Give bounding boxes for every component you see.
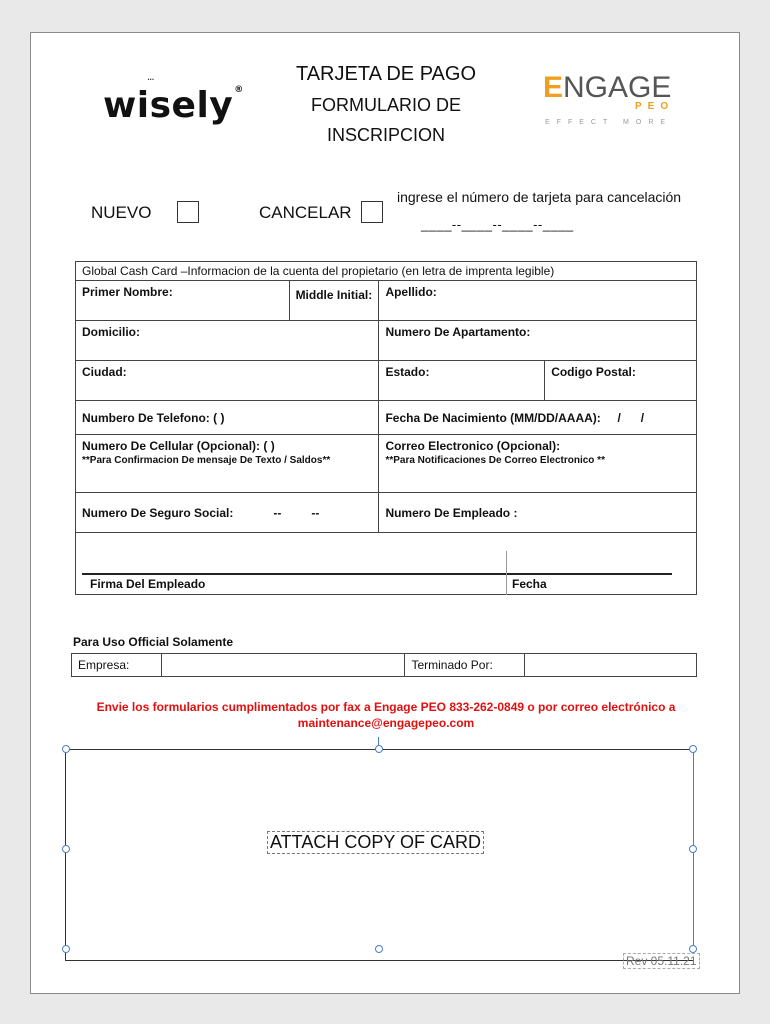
attach-card-label: ATTACH COPY OF CARD [267,831,484,854]
attach-card-box[interactable] [65,749,694,961]
resize-handle-right[interactable] [689,845,697,853]
account-info-table [75,261,697,595]
resize-handle-top-right[interactable] [689,745,697,753]
resize-handle-left[interactable] [62,845,70,853]
form-page [30,32,740,994]
cancel-card-number-field[interactable]: ____--____--____--____ [421,217,574,232]
signature-row[interactable] [76,533,697,595]
fax-instructions: Envie los formularios cumplimentados por fax a Engage PEO 833-262-0849 o por correo electrónico a maintenance@engagepeo.com [96,700,676,730]
engage-logo-e: E [543,71,564,104]
new-label: NUEVO [91,203,152,222]
cell-label: Numero De Cellular (Opcional): ( ) [82,439,275,453]
signature-divider [506,551,507,595]
first-name-field[interactable]: Primer Nombre: [76,281,290,321]
resize-handle-bottom-right[interactable] [689,945,697,953]
title-line-1: TARJETA DE PAGO [295,63,477,85]
cell-field[interactable] [76,435,379,493]
email-field[interactable] [379,435,697,493]
revision-label: Rev 05.11.21 [623,953,700,969]
cancel-checkbox[interactable] [361,201,383,223]
company-label: Empresa: [72,654,162,677]
company-field[interactable] [161,654,405,677]
middle-initial-field[interactable]: Middle Initial: [289,281,379,321]
resize-handle-top[interactable] [375,745,383,753]
city-field[interactable]: Ciudad: [76,361,379,401]
signature-label: Firma Del Empleado [90,577,206,591]
address-field[interactable]: Domicilio: [76,321,379,361]
apartment-field[interactable]: Numero De Apartamento: [379,321,697,361]
terminated-by-label: Terminado Por: [405,654,525,677]
zip-field[interactable]: Codigo Postal: [545,361,697,401]
cancel-label: CANCELAR [259,203,352,222]
engage-logo-peo: PEO [635,101,675,112]
resize-handle-bottom-left[interactable] [62,945,70,953]
state-field[interactable]: Estado: [379,361,545,401]
resize-handle-top-left[interactable] [62,745,70,753]
email-label: Correo Electronico (Opcional): [385,439,561,453]
date-label: Fecha [512,577,547,591]
title-line-2: FORMULARIO DE [310,95,461,115]
official-use-table [71,653,697,677]
signature-line [82,573,672,575]
last-name-field[interactable]: Apellido: [379,281,697,321]
cancel-note: ingrese el número de tarjeta para cancelación [397,189,682,205]
new-checkbox[interactable] [177,201,199,223]
title-line-3: INSCRIPCION [326,125,445,145]
section-title: Global Cash Card –Informacion de la cuenta del propietario (en letra de imprenta legible) [76,262,697,281]
official-use-label: Para Uso Official Solamente [73,635,234,649]
resize-handle-bottom[interactable] [375,945,383,953]
phone-field[interactable]: Numbero De Telefono: ( ) [76,401,379,435]
dob-field[interactable]: Fecha De Nacimiento (MM/DD/AAAA): / / [379,401,697,435]
email-note: **Para Notificaciones De Correo Electronico ** [385,455,605,466]
engage-logo-tagline: EFFECT MORE [545,119,673,126]
engage-peo-logo: ENGAGE PEO EFFECT MORE [543,71,675,126]
wisely-logo: wisely® [103,85,244,126]
wisely-logo-dots: ‧‧‧ [147,75,154,86]
employee-number-field[interactable]: Numero De Empleado : [379,493,697,533]
cell-note: **Para Confirmacion De mensaje De Texto / Saldos** [82,455,331,466]
ssn-field[interactable]: Numero De Seguro Social: -- -- [76,493,379,533]
terminated-by-field[interactable] [525,654,697,677]
